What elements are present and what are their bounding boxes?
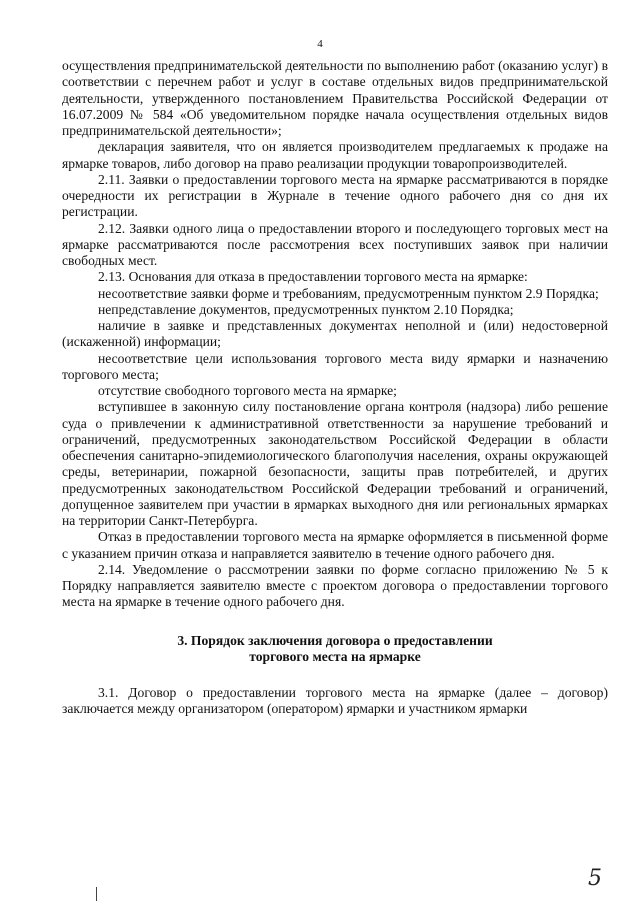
paragraph: 2.13. Основания для отказа в предоставлении торгового места на ярмарке: <box>98 269 528 285</box>
document-body <box>62 58 608 718</box>
margin-mark <box>96 887 97 901</box>
list-item: непредставление документов, предусмотренных пунктом 2.10 Порядка; <box>98 301 514 317</box>
paragraph: Отказ в предоставлении торгового места на ярмарке оформляется в письменной форме с указанием причин отказа и направляется заявителю в течение одного рабочего дня. <box>62 529 608 561</box>
paragraph: осуществления предпринимательской деятельности по выполнению работ (оказанию услуг) в соответствии с перечнем работ и услуг в составе отдельных видов предпринимательской деятельности, утвержденного постановлением Правительства Российской Федерации от 16.07.2009 № 584 «Об уведомительном порядке начала осуществления отдельных видов предпринимательской деятельности»; <box>62 58 608 138</box>
section-heading <box>62 633 608 666</box>
list-item: наличие в заявке и представленных документах неполной и (или) недостоверной (искаженной) информации; <box>62 318 608 350</box>
paragraph: 2.11. Заявки о предоставлении торгового места на ярмарке рассматриваются в порядке очередности их регистрации в Журнале в течение одного рабочего дня со дня их регистрации. <box>62 171 608 220</box>
page-number: 4 <box>317 38 323 50</box>
paragraph: 3.1. Договор о предоставлении торгового места на ярмарке (далее – договор) заключается между организатором (оператором) ярмарки и участником ярмарки <box>62 685 608 717</box>
paragraph: 2.14. Уведомление о рассмотрении заявки по форме согласно приложению № 5 к Порядку направляется заявителю вместе с проектом договора о предоставлении торгового места на ярмарке в течение одного рабочего дня. <box>62 561 608 610</box>
handwritten-page-number: 5 <box>588 866 602 891</box>
list-item: несоответствие заявки форме и требованиям, предусмотренным пунктом 2.9 Порядка; <box>98 285 599 301</box>
paragraph: декларация заявителя, что он является производителем предлагаемых к продаже на ярмарке товаров, либо договор на право реализации продукции товаропроизводителей. <box>62 139 608 171</box>
list-item: вступившее в законную силу постановление органа контроля (надзора) либо решение суда о привлечении к административной ответственности за нарушение требований и ограничений, предусмотренных законодательством Российской Федерации в области обеспечения санитарно-эпидемиологического благополучия населения, охраны окружающей среды, ветеринарии, пожарной безопасности, защиты прав потребителей, и других предусмотренных законодательством Российской Федерации требований и ограничений, допущенное заявителем при участии в ярмарках выходного дня или региональных ярмарках на территории Санкт-Петербурга. <box>62 399 608 528</box>
paragraph: 2.12. Заявки одного лица о предоставлении второго и последующего торговых мест на ярмарке рассматриваются после рассмотрения всех поступивших заявок при наличии свободных мест. <box>62 220 608 268</box>
section-heading-line: 3. Порядок заключения договора о предоставлении <box>177 632 493 648</box>
section-heading-line: торгового места на ярмарке <box>249 648 421 664</box>
list-item: отсутствие свободного торгового места на ярмарке; <box>98 383 397 398</box>
list-item: несоответствие цели использования торгового места виду ярмарки и назначению торгового места; <box>62 350 608 382</box>
